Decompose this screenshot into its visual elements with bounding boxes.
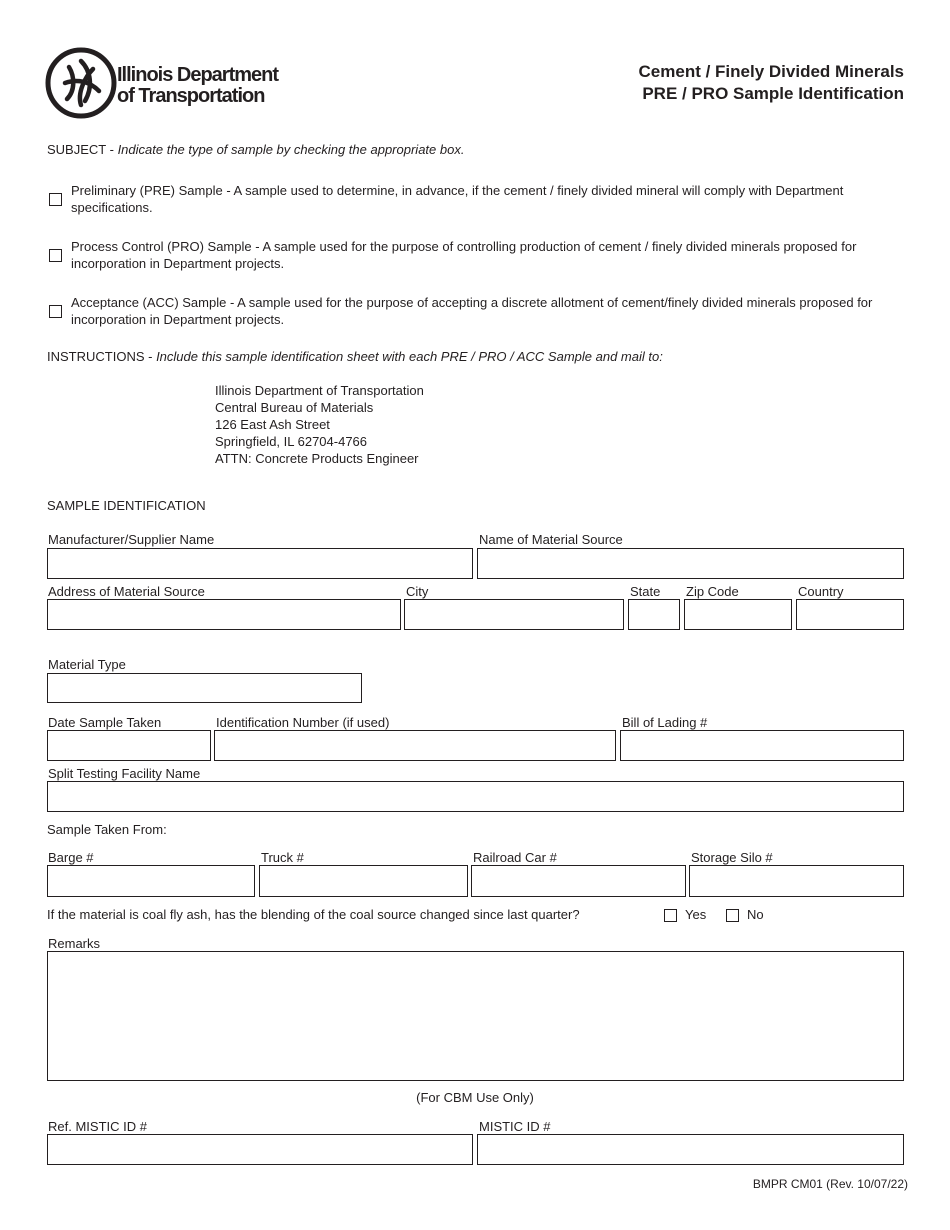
address-line: 126 East Ash Street	[215, 417, 330, 432]
railroad-car-label: Railroad Car #	[473, 850, 557, 865]
barge-label: Barge #	[48, 850, 94, 865]
date-taken-label: Date Sample Taken	[48, 715, 162, 730]
barge-field[interactable]	[47, 865, 255, 897]
cbm-use-note: (For CBM Use Only)	[416, 1090, 534, 1105]
ref-mistic-label: Ref. MISTIC ID #	[48, 1119, 147, 1134]
pre-sample-checkbox[interactable]	[49, 193, 62, 206]
address-line: Central Bureau of Materials	[215, 400, 374, 415]
manufacturer-field[interactable]	[47, 548, 473, 579]
storage-silo-field[interactable]	[689, 865, 904, 897]
logo-text-line1: Illinois Department	[117, 64, 279, 86]
bill-of-lading-label: Bill of Lading #	[622, 715, 708, 730]
state-field[interactable]	[628, 599, 680, 630]
instructions-line	[47, 349, 663, 364]
subject-line	[47, 142, 464, 157]
form-title-line1: Cement / Finely Divided Minerals	[638, 62, 904, 81]
city-field[interactable]	[404, 599, 624, 630]
address-line: Springfield, IL 62704-4766	[215, 434, 368, 449]
sample-taken-from-label: Sample Taken From:	[47, 822, 167, 837]
mistic-id-label: MISTIC ID #	[479, 1119, 551, 1134]
zip-label: Zip Code	[686, 584, 739, 599]
remarks-field[interactable]	[47, 951, 904, 1081]
fly-ash-no-checkbox[interactable]	[726, 909, 739, 922]
storage-silo-label: Storage Silo #	[691, 850, 773, 865]
truck-label: Truck #	[261, 850, 304, 865]
form-id: BMPR CM01 (Rev. 10/07/22)	[752, 1177, 908, 1191]
zip-field[interactable]	[684, 599, 792, 630]
railroad-car-field[interactable]	[471, 865, 686, 897]
manufacturer-label: Manufacturer/Supplier Name	[48, 532, 215, 547]
address-field[interactable]	[47, 599, 401, 630]
subject-label: SUBJECT -	[47, 142, 118, 157]
idot-logo-icon	[45, 47, 117, 119]
acc-sample-checkbox[interactable]	[49, 305, 62, 318]
ref-mistic-field[interactable]	[47, 1134, 473, 1165]
address-line: ATTN: Concrete Products Engineer	[215, 451, 419, 466]
instructions-text: Include this sample identification sheet with each PRE / PRO / ACC Sample and mail to:	[156, 349, 663, 364]
split-facility-field[interactable]	[47, 781, 904, 812]
pro-sample-text: Process Control (PRO) Sample - A sample used for the purpose of controlling production of cement / finely divided minerals proposed for incorporation in Department projects.	[71, 239, 857, 271]
bill-of-lading-field[interactable]	[620, 730, 904, 761]
remarks-label: Remarks	[48, 936, 101, 951]
fly-ash-question: If the material is coal fly ash, has the blending of the coal source changed since last quarter?	[47, 907, 580, 922]
acc-sample-text: Acceptance (ACC) Sample - A sample used for the purpose of accepting a discrete allotment of cement/finely divided minerals proposed for incorporation in Department projects.	[71, 295, 873, 327]
mailing-address	[215, 382, 424, 467]
country-label: Country	[798, 584, 844, 599]
truck-field[interactable]	[259, 865, 468, 897]
instructions-label: INSTRUCTIONS -	[47, 349, 157, 364]
material-type-label: Material Type	[48, 657, 126, 672]
city-label: City	[406, 584, 429, 599]
material-source-name-label: Name of Material Source	[479, 532, 623, 547]
pro-sample-checkbox[interactable]	[49, 249, 62, 262]
material-type-field[interactable]	[47, 673, 362, 703]
id-number-label: Identification Number (if used)	[216, 715, 390, 730]
form-title-line2: PRE / PRO Sample Identification	[642, 84, 904, 103]
id-number-field[interactable]	[214, 730, 616, 761]
sample-identification-heading: SAMPLE IDENTIFICATION	[47, 498, 206, 513]
split-facility-label: Split Testing Facility Name	[48, 766, 201, 781]
date-taken-field[interactable]	[47, 730, 211, 761]
idot-logo	[45, 47, 300, 119]
state-label: State	[630, 584, 661, 599]
subject-instruction: Indicate the type of sample by checking the appropriate box.	[117, 142, 465, 157]
fly-ash-yes-checkbox[interactable]	[664, 909, 677, 922]
country-field[interactable]	[796, 599, 904, 630]
fly-ash-yes-label: Yes	[685, 907, 707, 922]
logo-text-line2: of Transportation	[117, 85, 265, 107]
mistic-id-field[interactable]	[477, 1134, 904, 1165]
address-label: Address of Material Source	[48, 584, 205, 599]
pre-sample-text: Preliminary (PRE) Sample - A sample used to determine, in advance, if the cement / finely divided mineral will comply with Department specifications.	[71, 183, 844, 215]
address-line: Illinois Department of Transportation	[215, 383, 424, 398]
material-source-name-field[interactable]	[477, 548, 904, 579]
fly-ash-no-label: No	[747, 907, 764, 922]
